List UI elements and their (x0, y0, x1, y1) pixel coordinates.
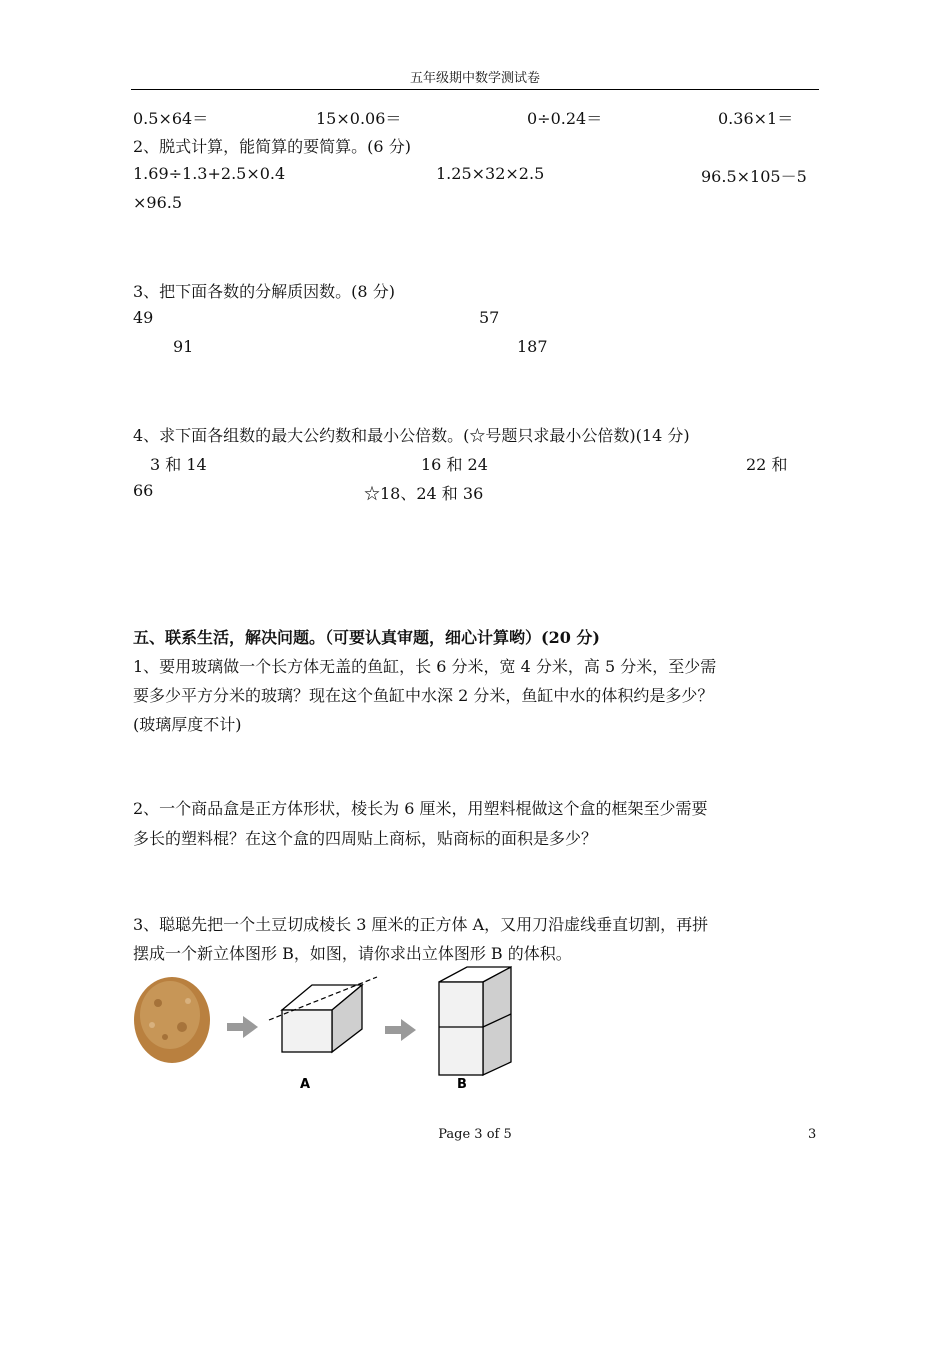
q3-number-1: 49 (133, 308, 154, 327)
potato-cube-figure (130, 965, 515, 1095)
label-a: A (300, 1077, 311, 1092)
page-header-title: 五年级期中数学测试卷 (409, 71, 540, 86)
oral-calc-1: 0.5×64＝ (133, 109, 209, 128)
s5-p2-line2: 多长的塑料棍？在这个盒的四周贴上商标，贴商标的面积是多少？ (133, 829, 598, 848)
shape-b (439, 967, 511, 1075)
s5-p1-line3: (玻璃厚度不计) (133, 715, 242, 734)
footer-page-number: 3 (808, 1127, 817, 1142)
q3-number-2: 57 (479, 308, 500, 327)
s5-p1-line1: 1、要用玻璃做一个长方体无盖的鱼缸，长 6 分米，宽 4 分米，高 5 分米，至少需 (133, 657, 717, 676)
q4-item-3-cont: 66 (133, 481, 154, 500)
potato-image (134, 977, 210, 1063)
q4-item-4: ☆18、24 和 36 (364, 484, 484, 503)
oral-calc-2: 15×0.06＝ (316, 109, 402, 128)
q3-number-4: 187 (517, 337, 548, 356)
header-rule (131, 89, 819, 90)
s5-p1-line2: 要多少平方分米的玻璃？现在这个鱼缸中水深 2 分米，鱼缸中水的体积约是多少？ (133, 686, 714, 705)
cube-a (282, 985, 362, 1052)
q3-heading: 3、把下面各数的分解质因数。(8 分) (133, 282, 395, 301)
section5-heading: 五、联系生活，解决问题。（可要认真审题，细心计算哟）(20 分) (133, 628, 600, 647)
arrow-right-icon (227, 1016, 258, 1038)
q3-number-3: 91 (173, 337, 194, 356)
q2-item-2: 1.25×32×2.5 (436, 164, 545, 183)
s5-p2-line1: 2、一个商品盒是正方体形状，棱长为 6 厘米，用塑料棍做这个盒的框架至少需要 (133, 799, 708, 818)
q2-item-1: 1.69÷1.3+2.5×0.4 (133, 164, 286, 183)
q2-item-3-cont: ×96.5 (133, 193, 183, 212)
arrow-right-icon (385, 1019, 416, 1041)
q4-item-2: 16 和 24 (421, 455, 488, 474)
oral-calc-3: 0÷0.24＝ (527, 109, 603, 128)
footer-page-label: Page 3 of 5 (438, 1127, 512, 1142)
oral-calc-4: 0.36×1＝ (718, 109, 794, 128)
q4-item-1: 3 和 14 (150, 455, 207, 474)
s5-p3-line2: 摆成一个新立体图形 B，如图，请你求出立体图形 B 的体积。 (133, 944, 572, 963)
label-b: B (457, 1077, 467, 1092)
s5-p3-line1: 3、聪聪先把一个土豆切成棱长 3 厘米的正方体 A，又用刀沿虚线垂直切割，再拼 (133, 915, 709, 934)
q2-heading: 2、脱式计算，能简算的要简算。(6 分) (133, 137, 411, 156)
q4-item-3: 22 和 (746, 455, 788, 474)
q2-item-3: 96.5×105－5 (701, 167, 807, 186)
q4-heading: 4、求下面各组数的最大公约数和最小公倍数。(☆号题只求最小公倍数)(14 分) (133, 426, 690, 445)
